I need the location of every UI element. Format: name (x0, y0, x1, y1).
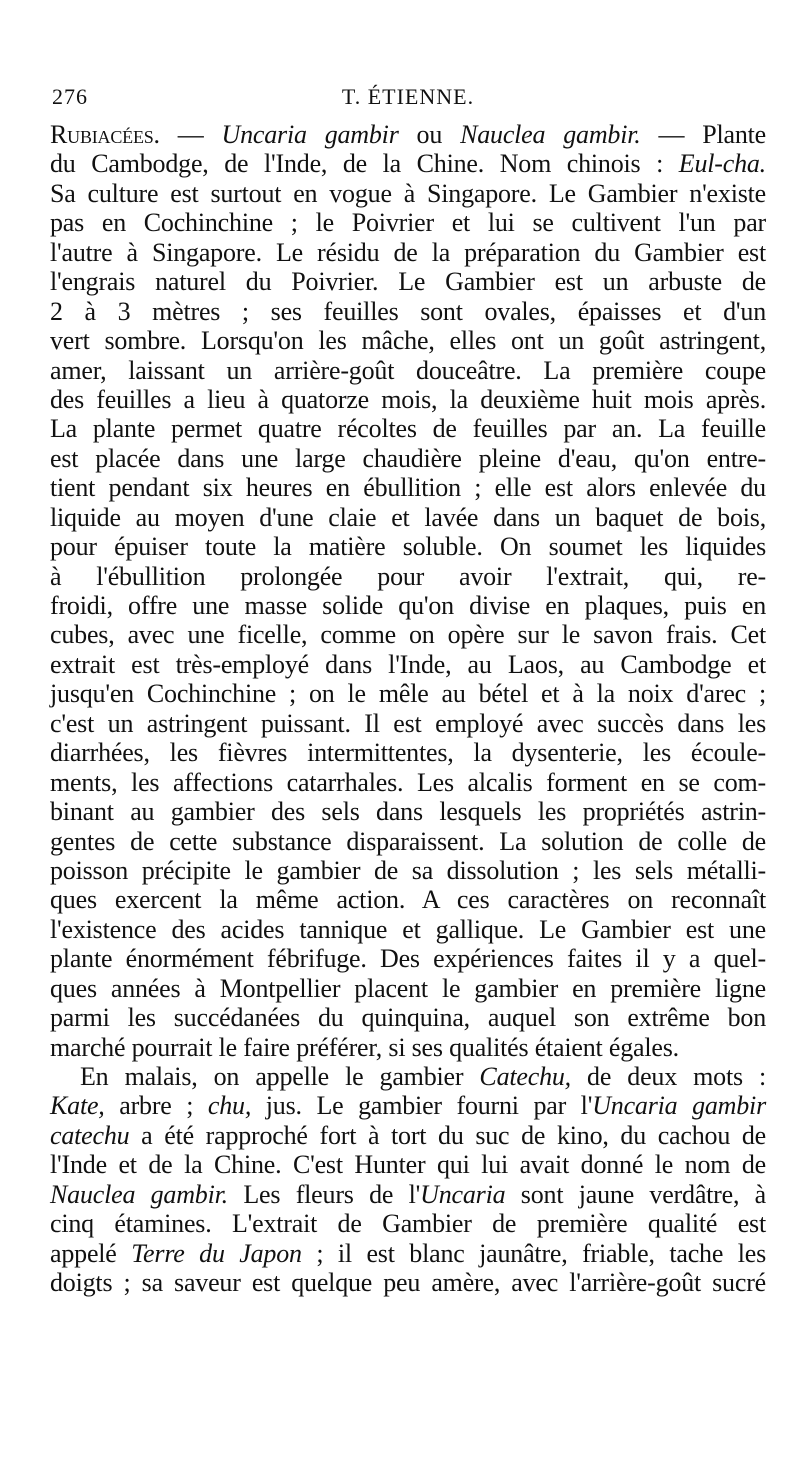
text-run: diarrhées, les fièvres intermittentes, la dysenterie, les écoule- (50, 738, 766, 768)
text-run: 2 à 3 mètres ; ses feuilles sont ovales, épaisses et d'un (50, 296, 766, 326)
text-line (50, 915, 766, 944)
text-line (50, 1268, 766, 1297)
text-line (50, 591, 766, 620)
text-line (50, 562, 766, 591)
text-run: ments, les affections catarrhales. Les alcalis forment en se com- (50, 767, 766, 797)
text-run: extrait est très-employé dans l'Inde, au Laos, au Cambodge et (50, 649, 766, 679)
text-line (50, 297, 766, 326)
italic-term: Uncaria (420, 1179, 506, 1209)
text-run: l'Inde et de la Chine. C'est Hunter qui lui avait donné le nom de (50, 1150, 766, 1180)
text-run: a été rapproché fort à tort du suc de kino, du cachou de (129, 1120, 766, 1150)
text-run: de deux mots : (570, 1062, 767, 1091)
running-title: T. ÉTIENNE. (341, 84, 475, 109)
text-run: appelé (50, 1238, 132, 1268)
text-run: l'engrais naturel du Poivrier. Le Gambier est un arbuste de (50, 267, 766, 297)
text-run: cubes, avec une ficelle, comme on opère sur le savon frais. Cet (50, 620, 766, 650)
text-line (50, 356, 766, 385)
italic-term: Terre du Japon (131, 1238, 302, 1268)
text-line (50, 974, 766, 1003)
text-line (50, 1150, 766, 1179)
text-line (50, 1033, 766, 1062)
text-line (50, 1209, 766, 1238)
text-line (50, 944, 766, 973)
text-line (50, 532, 766, 561)
running-head (50, 84, 766, 118)
text-line (50, 1239, 766, 1268)
text-line (50, 738, 766, 767)
text-run: c'est un astringent puissant. Il est employé avec succès dans les (50, 708, 766, 738)
text-line (50, 473, 766, 502)
text-run: est placée dans une large chaudière pleine d'eau, qu'on entre- (50, 443, 766, 473)
text-run: pour épuiser toute la matière soluble. On soumet les liquides (50, 532, 766, 562)
text-line (50, 149, 766, 178)
text-line (50, 385, 766, 414)
text-run: l'existence des acides tannique et gallique. Le Gambier est une (50, 914, 766, 944)
text-line (50, 1003, 766, 1032)
text-run: marché pourrait le faire préférer, si ses qualités étaient égales. (50, 1032, 679, 1062)
book-page (50, 84, 766, 1298)
text-line (50, 208, 766, 237)
text-line (50, 827, 766, 856)
text-run: En malais, on appelle le gambier (80, 1062, 480, 1091)
text-run: du Cambodge, de l'Inde, de la Chine. Nom chinois : (50, 149, 679, 179)
body-text (50, 120, 766, 1298)
text-run: amer, laissant un arrière-goût douceâtre. La première coupe (50, 355, 766, 385)
italic-term: Nauclea gambir. (50, 1179, 228, 1209)
italic-term: Nauclea gambir. (460, 120, 641, 149)
italic-term: catechu (50, 1120, 130, 1150)
text-line (50, 326, 766, 355)
text-run: gentes de cette substance disparaissent. La solution de colle de (50, 826, 766, 856)
text-run: jus. Le gambier fourni par l' (251, 1091, 593, 1121)
italic-term: Eul-cha. (678, 149, 766, 179)
text-run: — Plante (640, 120, 767, 149)
italic-term: Catechu, (479, 1062, 571, 1091)
page-number: 276 (52, 84, 88, 109)
text-line (50, 503, 766, 532)
text-run: cinq étamines. L'extrait de Gambier de première qualité est (50, 1209, 766, 1239)
text-line (50, 797, 766, 826)
text-run: ques exercent la même action. A ces caractères on reconnaît (50, 885, 766, 915)
text-run: vert sombre. Lorsqu'on les mâche, elles ont un goût astringent, (50, 326, 766, 356)
text-run: l'autre à Singapore. Le résidu de la préparation du Gambier est (50, 237, 766, 267)
text-line (50, 679, 766, 708)
text-line (50, 414, 766, 443)
text-run: jusqu'en Cochinchine ; on le mêle au bétel et à la noix d'arec ; (50, 679, 766, 709)
text-line (50, 768, 766, 797)
text-line (50, 1121, 766, 1150)
text-run: sont jaune verdâtre, à (505, 1179, 767, 1209)
text-line (50, 238, 766, 267)
text-line (50, 444, 766, 473)
text-run: La plante permet quatre récoltes de feuilles par an. La feuille (50, 414, 766, 444)
text-line (50, 1062, 766, 1091)
text-line (50, 856, 766, 885)
text-run: pas en Cochinchine ; le Poivrier et lui se cultivent l'un par (50, 208, 766, 238)
text-run: froidi, offre une masse solide qu'on divise en plaques, puis en (50, 591, 766, 620)
text-run: ; il est blanc jaunâtre, friable, tache les (301, 1238, 766, 1268)
text-line (50, 267, 766, 296)
text-run: liquide au moyen d'une claie et lavée dans un baquet de bois, (50, 502, 766, 532)
text-run: Sa culture est surtout en vogue à Singapore. Le Gambier n'existe (50, 178, 766, 208)
italic-term: Uncaria gambir (221, 120, 399, 149)
text-run: plante énormément fébrifuge. Des expériences faites il y a quel- (50, 944, 766, 974)
text-run: — (159, 120, 222, 149)
text-run: tient pendant six heures en ébullition ; elle est alors enlevée du (50, 473, 766, 503)
text-run: doigts ; sa saveur est quelque peu amère, avec l'arrière-goût sucré (50, 1268, 766, 1298)
text-line (50, 1091, 766, 1120)
text-line (50, 620, 766, 649)
text-line (50, 179, 766, 208)
italic-term: chu, (207, 1091, 252, 1121)
text-run: à l'ébullition prolongée pour avoir l'extrait, qui, re- (50, 561, 766, 591)
text-run: binant au gambier des sels dans lesquels les propriétés astrin- (50, 797, 766, 827)
text-line (50, 120, 766, 149)
text-run: parmi les succédanées du quinquina, auquel son extrême bon (50, 1003, 766, 1033)
text-run: ques années à Montpellier placent le gambier en première ligne (50, 973, 766, 1003)
text-line (50, 885, 766, 914)
text-line (50, 709, 766, 738)
text-run: poisson précipite le gambier de sa dissolution ; les sels métalli- (50, 855, 766, 885)
text-line (50, 650, 766, 679)
text-run: des feuilles a lieu à quatorze mois, la deuxième huit mois après. (50, 384, 766, 414)
text-run: Les fleurs de l' (227, 1179, 421, 1209)
italic-term: Kate, (50, 1091, 105, 1121)
text-run: arbre ; (104, 1091, 208, 1121)
section-label: Rubiacées. (50, 120, 160, 149)
text-run: ou (398, 120, 461, 149)
italic-term: Uncaria gambir (592, 1091, 766, 1121)
text-line (50, 1180, 766, 1209)
